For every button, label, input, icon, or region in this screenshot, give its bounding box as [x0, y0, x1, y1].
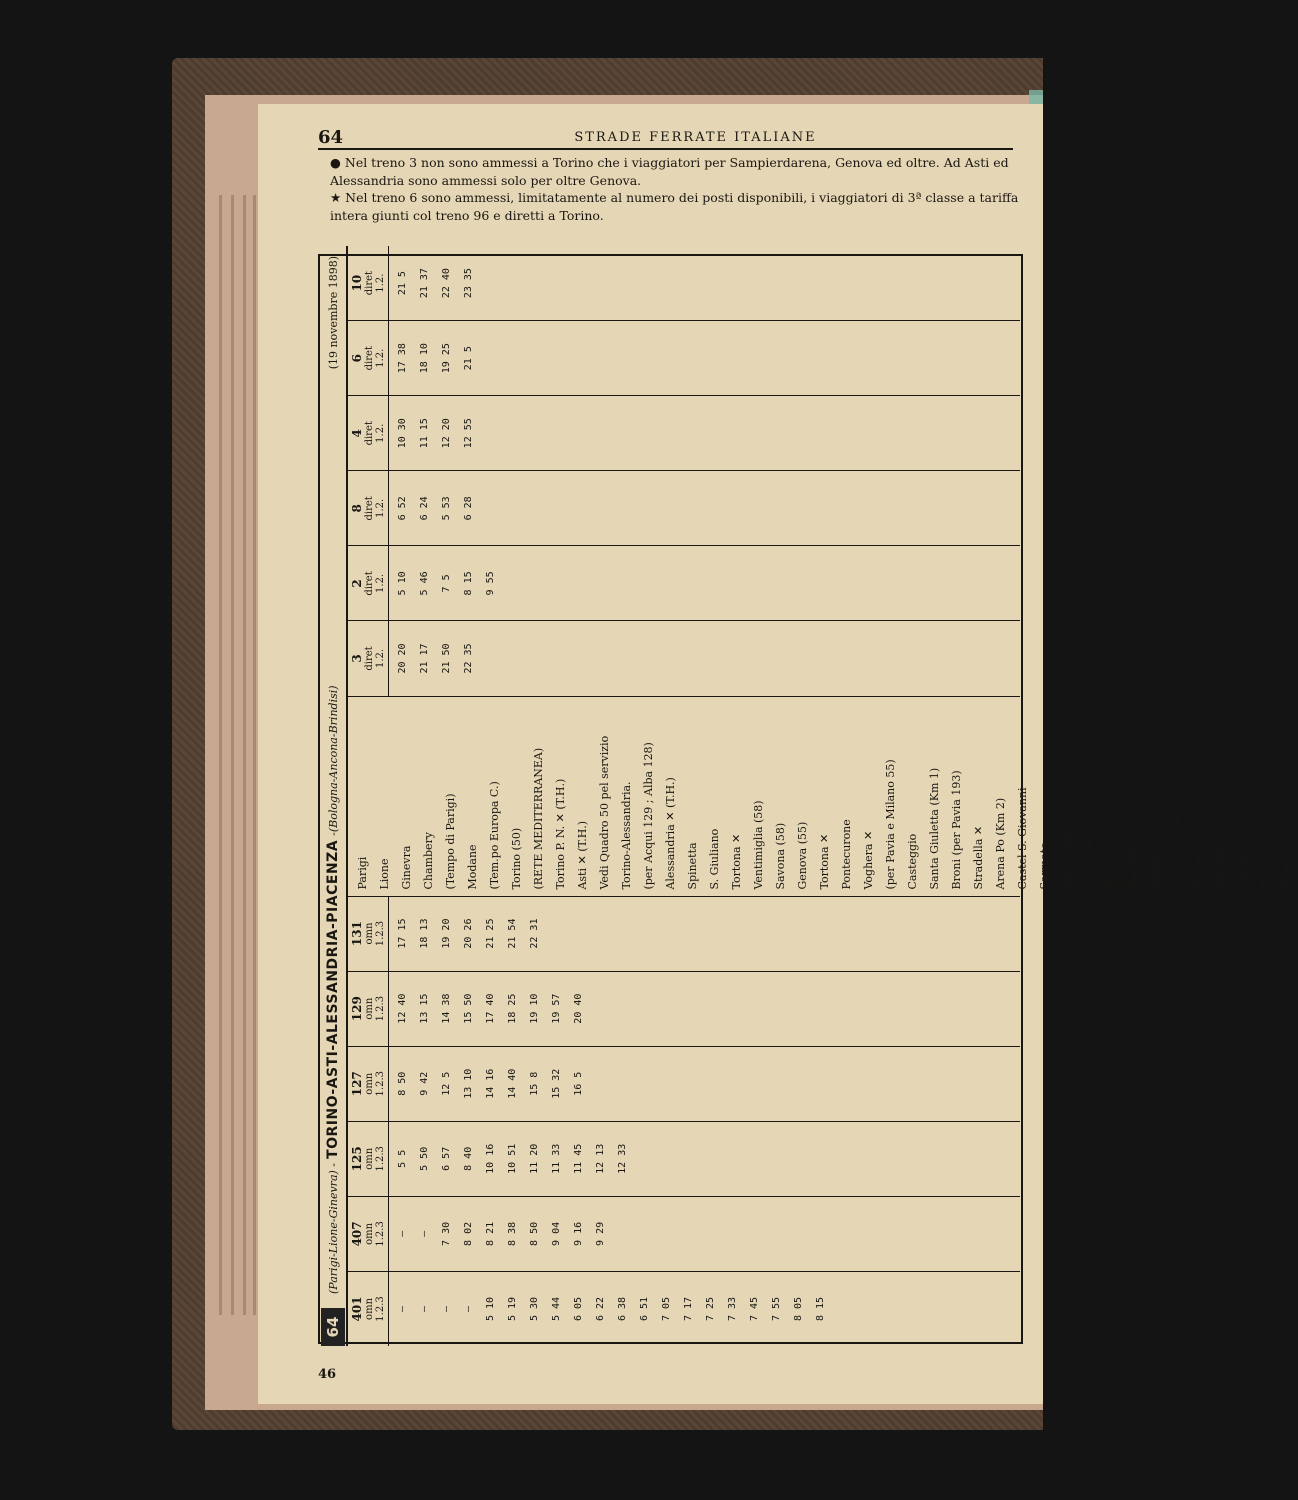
station-name: Spinetta: [686, 842, 699, 890]
train-type: diret: [364, 346, 375, 371]
station-name: Genova (55): [796, 821, 809, 890]
time-cell: 7 05: [661, 1296, 672, 1322]
train-num: 407: [350, 1221, 364, 1247]
station-name: Ventimiglia (58): [752, 800, 765, 890]
time-cell: 13 15: [419, 993, 430, 1024]
train-header: [348, 1197, 389, 1271]
time-cell: 14 16: [485, 1068, 496, 1099]
station-name: Lione: [378, 858, 391, 890]
time-cell: 19 10: [529, 993, 540, 1024]
station-name: (Tempo di Parigi): [444, 793, 457, 890]
train-type: omn: [364, 1072, 375, 1095]
train-num: 129: [350, 996, 364, 1022]
train-header: [348, 471, 389, 545]
time-cell: 12 33: [617, 1143, 628, 1174]
time-cell: 12 20: [441, 418, 452, 449]
train-header: [348, 621, 389, 695]
train-times: [389, 1197, 615, 1271]
train-num: 125: [350, 1146, 364, 1172]
train-times: [389, 1272, 835, 1346]
train-column: [348, 395, 1020, 470]
time-cell: 23 35: [463, 268, 474, 299]
timetable-number: 64: [321, 1308, 345, 1346]
train-times: [389, 396, 483, 470]
train-column: [348, 620, 1020, 695]
time-cell: 12 55: [463, 418, 474, 449]
train-cls: 1.2.: [375, 273, 386, 293]
time-cell: 7 45: [749, 1296, 760, 1322]
station-name: Bologna: [1214, 844, 1227, 890]
train-cls: 1.2.3: [375, 995, 386, 1022]
time-cell: 10 51: [507, 1143, 518, 1174]
station-name: Ancona (64): [1236, 822, 1249, 890]
train-num: 2: [350, 579, 364, 588]
time-cell: 16 5: [573, 1071, 584, 1096]
timetable-body: [348, 246, 1293, 1346]
train-cls: 1.2.: [375, 573, 386, 593]
station-name: Parma: [1148, 853, 1161, 890]
page: [258, 104, 1293, 1404]
station-name: Torino-Alessandria.: [620, 781, 633, 890]
train-times: [389, 972, 593, 1046]
train-num: 127: [350, 1071, 364, 1097]
time-cell: 8 50: [397, 1071, 408, 1096]
train-header: [348, 1122, 389, 1196]
train-cls: 1.2.: [375, 498, 386, 518]
station-name: Parigi: [356, 856, 369, 890]
time-cell: 22 35: [463, 643, 474, 674]
time-cell: 21 5: [463, 346, 474, 371]
station-name: Voghera ✕: [862, 830, 875, 890]
time-cell: 20 40: [573, 993, 584, 1024]
timetable: [318, 254, 1293, 1344]
timetable-title: TORINO-ASTI-ALESSANDRIA-PIACENZA: [325, 839, 341, 1159]
note: ★ Nel treno 6 sono ammessi, limitatamente al numero dei posti disponibili, i viaggiatori di 3ª classe a tariffa intera giunti col treno 96 e diretti a Torino.: [330, 190, 1019, 223]
station-name: Sarmato: [1038, 842, 1051, 890]
train-header: [348, 246, 389, 320]
train-times: [389, 546, 505, 620]
station-name: Tortona ✕: [818, 833, 831, 890]
train-cls: 1.2.3: [375, 1071, 386, 1097]
train-times: [389, 1047, 593, 1121]
time-cell: 13 10: [463, 1068, 474, 1099]
station-name: (RETE MEDITERRANEA): [532, 747, 545, 890]
time-cell: —: [463, 1305, 474, 1312]
time-cell: 8 50: [529, 1221, 540, 1246]
train-num: 10: [350, 274, 364, 292]
time-cell: 6 51: [639, 1296, 650, 1322]
train-type: diret: [364, 421, 375, 446]
time-cell: 5 44: [551, 1296, 562, 1322]
station-name: Stradella ✕: [972, 825, 985, 890]
timetable-date: (19 novembre 1898): [326, 256, 340, 370]
station-name: (per Pavia e Milano 55): [884, 759, 897, 890]
time-cell: 21 5: [397, 271, 408, 296]
time-cell: 8 38: [507, 1221, 518, 1246]
train-column: [348, 971, 1020, 1046]
time-cell: 5 30: [529, 1296, 540, 1322]
time-cell: 5 10: [485, 1296, 496, 1322]
time-cell: 7 30: [441, 1221, 452, 1246]
train-num: 3: [350, 654, 364, 663]
train-header: [348, 972, 389, 1046]
time-cell: 20 26: [463, 918, 474, 949]
time-cell: 19 25: [441, 343, 452, 374]
time-cell: 12 5: [441, 1071, 452, 1096]
train-header: [348, 1272, 389, 1346]
train-type: diret: [364, 496, 375, 521]
train-header: [348, 1047, 389, 1121]
time-cell: —: [419, 1305, 430, 1312]
time-cell: —: [441, 1305, 452, 1312]
time-cell: 21 37: [419, 268, 430, 299]
notes: [330, 154, 1027, 242]
train-cls: 1.2.: [375, 648, 386, 669]
page-number: 64: [318, 126, 344, 148]
station-name: Pontecurone: [840, 819, 853, 890]
time-cell: 11 33: [551, 1143, 562, 1174]
time-cell: 6 05: [573, 1296, 584, 1322]
time-cell: 11 20: [529, 1143, 540, 1174]
train-type: omn: [364, 997, 375, 1020]
time-cell: 8 15: [815, 1296, 826, 1322]
station-name: Torino (50): [510, 827, 523, 890]
time-cell: 11 45: [573, 1143, 584, 1174]
train-type: diret: [364, 270, 375, 296]
time-cell: 11 15: [419, 418, 430, 449]
time-cell: 17 38: [397, 343, 408, 374]
time-cell: 17 40: [485, 993, 496, 1024]
time-cell: 9 04: [551, 1221, 562, 1246]
route-destination: -(Bologna-Ancona-Brindisi): [326, 685, 340, 836]
station-name: Modena: [1192, 844, 1205, 890]
station-name: S. Nicolò: [1082, 839, 1095, 890]
train-cls: 1.2.: [375, 348, 386, 368]
running-title: STRADE FERRATE ITALIANE: [574, 129, 817, 145]
time-cell: 8 40: [463, 1146, 474, 1171]
folio: 46: [318, 1367, 337, 1382]
time-cell: 5 10: [397, 571, 408, 596]
time-cell: 6 24: [419, 496, 430, 521]
time-cell: 8 02: [463, 1221, 474, 1246]
station-name: Tortona ✕: [730, 833, 743, 890]
station-name: (Tem.po Europa C.): [488, 781, 501, 890]
train-type: diret: [364, 571, 375, 596]
train-num: 8: [350, 504, 364, 513]
train-type: omn: [364, 1222, 375, 1245]
train-column: [348, 1196, 1020, 1271]
time-cell: 18 10: [419, 343, 430, 374]
time-cell: 15 8: [529, 1071, 540, 1096]
train-column: [348, 320, 1020, 395]
time-cell: 20 20: [397, 643, 408, 674]
note: ● Nel treno 3 non sono ammessi a Torino che i viaggiatori per Sampierdarena, Genova ed oltre. Ad Asti ed Alessandria sono ammessi solo per oltre Genova.: [330, 155, 1009, 188]
time-cell: 6 38: [617, 1296, 628, 1322]
time-cell: 10 16: [485, 1143, 496, 1174]
time-cell: 6 57: [441, 1146, 452, 1171]
page-edge: [243, 195, 246, 1315]
time-cell: 6 22: [595, 1296, 606, 1322]
train-type: omn: [364, 1147, 375, 1170]
time-cell: 10 30: [397, 418, 408, 449]
page-edge: [231, 195, 234, 1315]
time-cell: 21 50: [441, 643, 452, 674]
station-name: Savona (58): [774, 822, 787, 890]
time-cell: 18 25: [507, 993, 518, 1024]
train-header: [348, 321, 389, 395]
station-name: (per Acqui 129 ; Alba 128): [642, 742, 655, 890]
time-cell: 5 19: [507, 1296, 518, 1322]
train-type: omn: [364, 1297, 375, 1320]
time-cell: 5 46: [419, 571, 430, 596]
time-cell: 14 40: [507, 1068, 518, 1099]
time-cell: 12 13: [595, 1143, 606, 1174]
train-column: [348, 1121, 1020, 1196]
time-cell: 5 5: [397, 1149, 408, 1168]
station-name: Arena Po (Km 2): [994, 797, 1007, 890]
route-origin: (Parigi-Lione-Ginevra) -: [326, 1162, 340, 1294]
time-cell: 6 52: [397, 496, 408, 521]
train-num: 4: [350, 429, 364, 438]
time-cell: 19 57: [551, 993, 562, 1024]
train-times: [389, 321, 483, 395]
time-cell: 18 13: [419, 918, 430, 949]
time-cell: 8 15: [463, 571, 474, 596]
time-cell: 12 40: [397, 993, 408, 1024]
station-name: Rottofreno: [1060, 829, 1073, 890]
time-cell: 7 17: [683, 1296, 694, 1322]
station-name: Foggia: [1258, 851, 1271, 890]
train-column: [348, 1046, 1020, 1121]
train-column: [348, 545, 1020, 620]
time-cell: 14 38: [441, 993, 452, 1024]
train-times: [389, 1122, 637, 1196]
station-name: Asti ✕ (T.H.): [576, 820, 589, 890]
station-name: Broni (per Pavia 193): [950, 770, 963, 890]
station-name: S. Giuliano: [708, 828, 721, 890]
station-name: Torino P. N. ✕ (T.H.): [554, 778, 567, 890]
time-cell: 5 50: [419, 1146, 430, 1171]
time-cell: 7 55: [771, 1296, 782, 1322]
train-cls: 1.2.: [375, 423, 386, 443]
train-cls: 1.2.3: [375, 1146, 386, 1172]
time-cell: 21 25: [485, 918, 496, 949]
time-cell: 15 32: [551, 1068, 562, 1099]
train-times: [389, 246, 483, 320]
page-header: [318, 126, 1013, 150]
page-edge: [253, 195, 256, 1315]
station-name: Brindisi: [1280, 845, 1293, 890]
station-name: Chambery: [422, 832, 435, 890]
train-type: omn: [364, 922, 375, 945]
train-num: 6: [350, 354, 364, 363]
time-cell: —: [397, 1230, 408, 1237]
station-name: Alessandria ✕ (T.H.): [664, 777, 677, 890]
station-name: Modane: [466, 844, 479, 890]
station-name: Piacenza (52): [1126, 813, 1139, 890]
train-column: [348, 470, 1020, 545]
time-cell: 7 5: [441, 574, 452, 593]
train-type: diret: [364, 646, 375, 671]
train-cls: 1.2.3: [375, 920, 386, 947]
time-cell: 9 42: [419, 1071, 430, 1096]
time-cell: —: [419, 1230, 430, 1237]
time-cell: 8 21: [485, 1221, 496, 1246]
time-cell: 9 55: [485, 571, 496, 596]
train-column: [348, 1271, 1020, 1346]
train-times: [389, 621, 483, 695]
train-header: [348, 897, 389, 971]
time-cell: 15 50: [463, 993, 474, 1024]
station-name: Santa Giuletta (Km 1): [928, 767, 941, 890]
train-times: [389, 471, 483, 545]
time-cell: 21 54: [507, 918, 518, 949]
timetable-header: [320, 246, 348, 1346]
page-edge: [219, 195, 222, 1315]
station-name: Piacenza ✕: [1104, 827, 1117, 890]
station-name: Reggio d'Emilia: [1170, 801, 1183, 890]
time-cell: 7 33: [727, 1296, 738, 1322]
time-cell: 21 17: [419, 643, 430, 674]
train-column: [348, 896, 1020, 971]
station-list: [348, 696, 1293, 896]
train-cls: 1.2.3: [375, 1296, 386, 1322]
station-name: Castel S. Giovanni: [1016, 787, 1029, 890]
train-header: [348, 546, 389, 620]
time-cell: 9 29: [595, 1221, 606, 1246]
train-cls: 1.2.3: [375, 1221, 386, 1247]
time-cell: 9 16: [573, 1221, 584, 1246]
time-cell: 7 25: [705, 1296, 716, 1322]
train-column: [348, 246, 1020, 320]
train-num: 401: [350, 1296, 364, 1322]
time-cell: 8 05: [793, 1296, 804, 1322]
train-header: [348, 396, 389, 470]
train-num: 131: [350, 921, 364, 947]
train-times: [389, 897, 549, 971]
time-cell: 22 31: [529, 918, 540, 949]
time-cell: 5 53: [441, 496, 452, 521]
time-cell: 22 40: [441, 268, 452, 299]
time-cell: 17 15: [397, 918, 408, 949]
station-name: Ginevra: [400, 845, 413, 890]
station-name: Vedi Quadro 50 pel servizio: [598, 735, 611, 890]
time-cell: —: [397, 1305, 408, 1312]
timetable-rotated: [320, 246, 1293, 1346]
time-cell: 6 28: [463, 496, 474, 521]
station-name: Casteggio: [906, 833, 919, 890]
time-cell: 19 20: [441, 918, 452, 949]
